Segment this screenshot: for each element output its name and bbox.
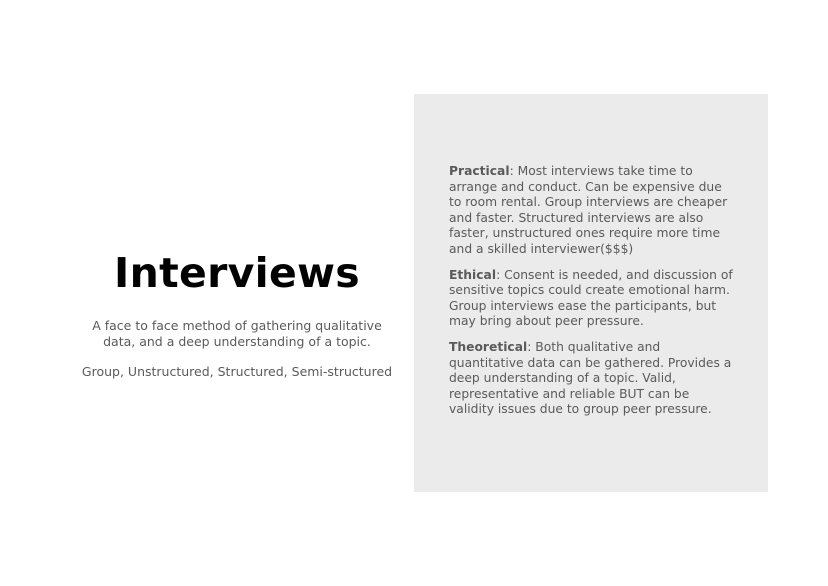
- theoretical-label: Theoretical: [449, 339, 528, 354]
- subtitle-text: A face to face method of gathering qualitative data, and a deep understanding of a topic.: [92, 318, 382, 349]
- ethical-paragraph: [449, 268, 735, 330]
- info-panel: [414, 94, 768, 492]
- theoretical-paragraph: [449, 340, 735, 418]
- theoretical-text: : Both qualitative and quantitative data can be gathered. Provides a deep understanding of a topic. Valid, representative and reliable BUT can be validity issues due to group peer pressure.: [449, 339, 732, 417]
- interview-types-text: Group, Unstructured, Structured, Semi-structured: [81, 364, 393, 379]
- panel-content: [449, 164, 735, 428]
- practical-paragraph: [449, 164, 735, 258]
- ethical-label: Ethical: [449, 267, 497, 282]
- practical-label: Practical: [449, 164, 510, 178]
- ethical-text: : Consent is needed, and discussion of sensitive topics could create emotional harm. Group interviews ease the participants, but may bring about peer pressure.: [449, 267, 733, 329]
- title-section: [80, 248, 394, 380]
- page-title: Interviews: [114, 249, 360, 297]
- practical-text: : Most interviews take time to arrange and conduct. Can be expensive due to room rental. Group interviews are cheaper and faster. Structured interviews are also faster, unstructured ones require more time and a skilled interviewer($$$): [449, 164, 728, 256]
